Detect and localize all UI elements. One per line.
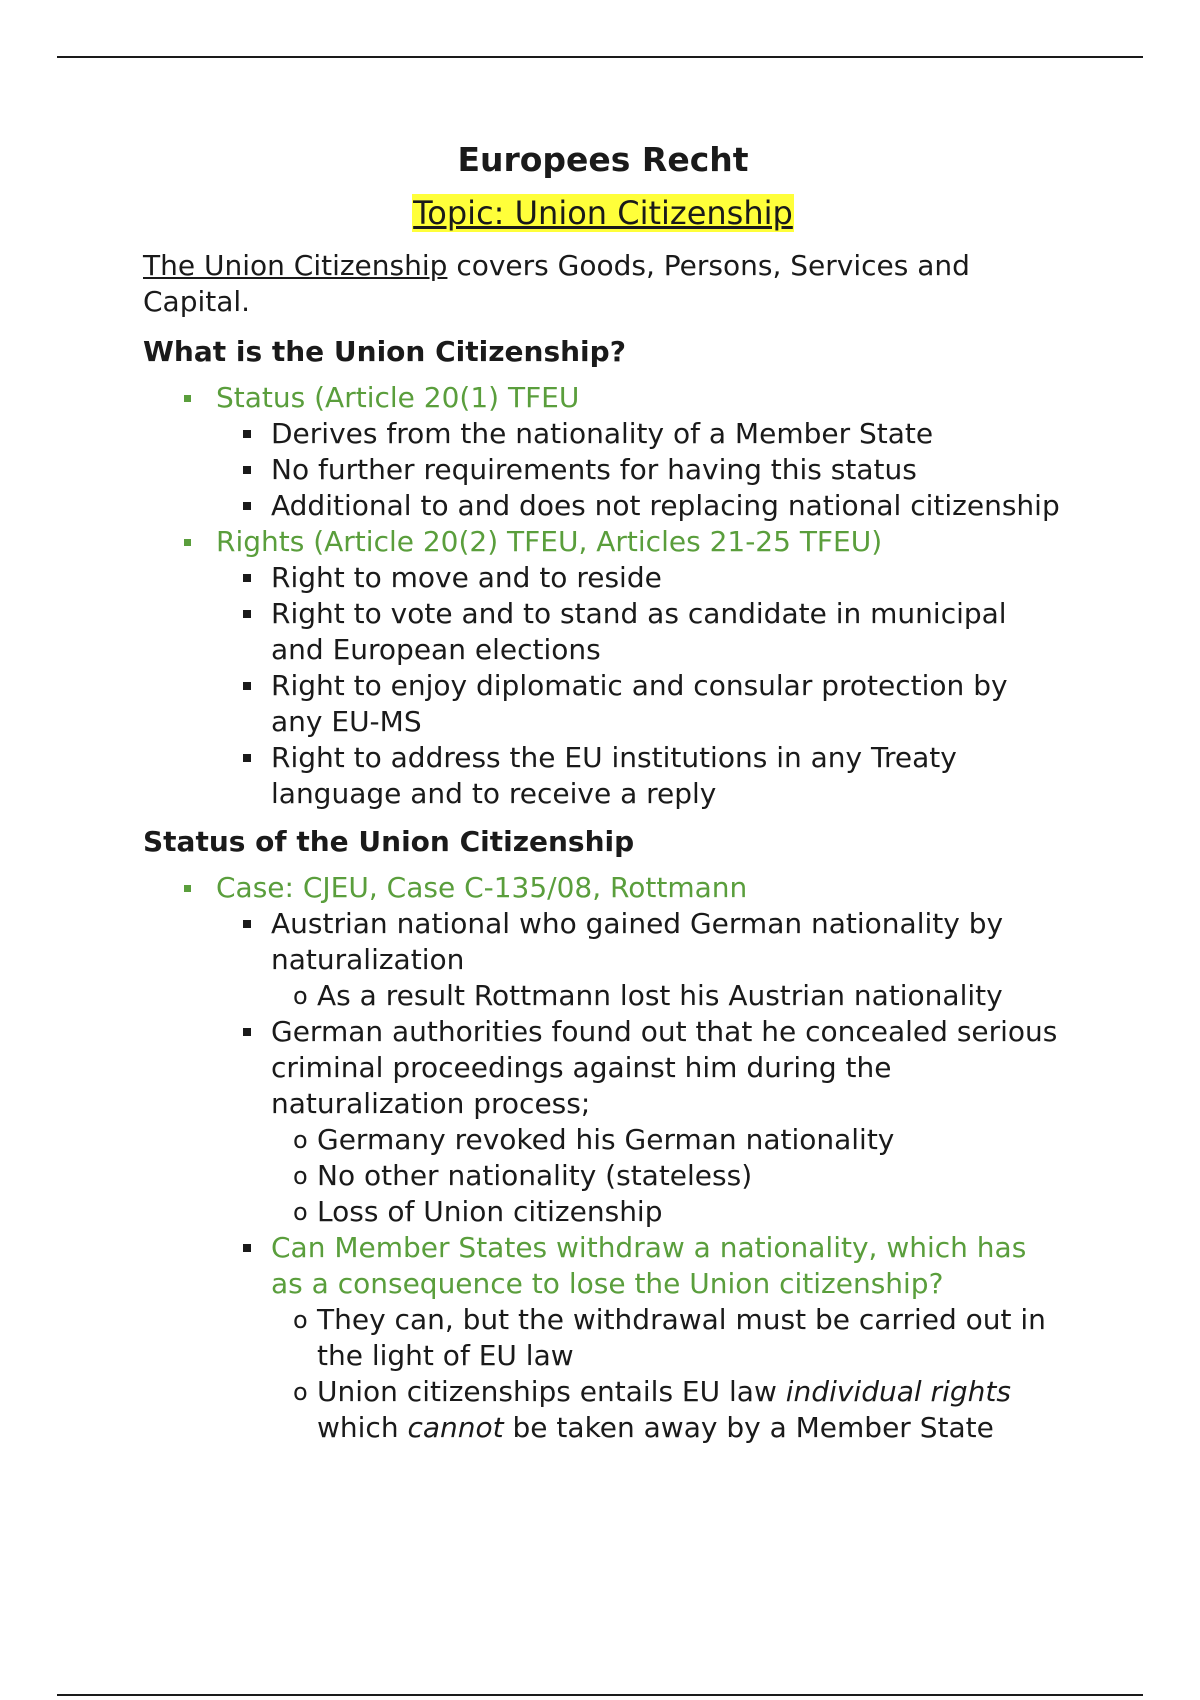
circle-bullet-icon: o [293,982,308,1010]
list-item [207,560,1063,596]
top-rule [57,56,1143,58]
italic-run: cannot [407,1411,504,1444]
list-item [207,906,1063,1014]
section-status-list [143,870,1063,1446]
subpoint-text: No other nationality (stateless) [317,1159,753,1192]
list-item [207,1374,1063,1446]
status-sublist [207,416,1063,524]
case-point-subpoints [207,978,1063,1014]
circle-bullet-icon: o [293,1162,308,1190]
subpoint-text [317,1375,1011,1444]
subitem-text: Right to address the EU institutions in any Treaty language and to receive a reply [207,740,1063,812]
text-run: be taken away by a Member State [503,1411,994,1444]
case-label: Case: CJEU, Case C-135/08, Rottmann [216,871,748,904]
list-item [207,978,1063,1014]
case-point-subpoints [207,1122,1063,1230]
document-title: Europees Recht [457,140,749,179]
subpoint-text: Germany revoked his German nationality [317,1123,895,1156]
list-item-case [143,870,1063,1446]
list-item [207,452,1063,488]
topic-highlight: Topic: Union Citizenship [413,194,793,232]
rights-sublist [207,560,1063,812]
status-label: Status (Article 20(1) TFEU [216,381,580,414]
list-item [207,488,1063,524]
section-what-list [143,380,1063,812]
list-item [207,1194,1063,1230]
case-point-text: German authorities found out that he concealed serious criminal proceedings against him during the naturalization process; [207,1014,1063,1122]
case-question-text: Can Member States withdraw a nationality, which has as a consequence to lose the Union citizenship? [207,1230,1063,1302]
list-item [207,1302,1063,1374]
text-run: which [317,1411,408,1444]
subitem-text: Derives from the nationality of a Member State [207,416,1063,452]
list-item [207,1158,1063,1194]
section-heading-status: Status of the Union Citizenship [143,825,635,858]
subitem-text: Right to vote and to stand as candidate in municipal and European elections [207,596,1063,668]
italic-run: individual rights [785,1375,1011,1408]
list-item [207,1122,1063,1158]
subitem-text: Right to move and to reside [207,560,1063,596]
case-question-subpoints [207,1302,1063,1446]
subitem-text: No further requirements for having this status [207,452,1063,488]
rights-label: Rights (Article 20(2) TFEU, Articles 21-25 TFEU) [216,525,883,558]
list-item [207,668,1063,740]
subpoint-text: They can, but the withdrawal must be carried out in the light of EU law [317,1303,1046,1372]
text-run: Union citizenships entails EU law [317,1375,786,1408]
subpoint-text: Loss of Union citizenship [317,1195,663,1228]
circle-bullet-icon: o [293,1306,308,1334]
list-item [207,416,1063,452]
intro-underlined: The Union Citizenship [143,249,448,282]
case-point-text: Austrian national who gained German nationality by naturalization [207,906,1063,978]
intro-paragraph [143,248,1063,320]
list-item [207,1230,1063,1446]
list-item-status [143,380,1063,524]
list-item [207,1014,1063,1230]
section-heading-what: What is the Union Citizenship? [143,335,626,368]
subitem-text: Right to enjoy diplomatic and consular protection by any EU-MS [207,668,1063,740]
list-item [207,740,1063,812]
intro-rest: covers Goods, Persons, Services and Capital. [143,249,970,318]
subitem-text: Additional to and does not replacing national citizenship [207,488,1063,524]
document-body [143,138,1063,1446]
circle-bullet-icon: o [293,1378,308,1406]
list-item [207,596,1063,668]
circle-bullet-icon: o [293,1126,308,1154]
case-sublist [207,906,1063,1446]
circle-bullet-icon: o [293,1198,308,1226]
subpoint-text: As a result Rottmann lost his Austrian nationality [317,979,1003,1012]
topic-line [143,192,1063,234]
bottom-rule [57,1694,1143,1696]
list-item-rights [143,524,1063,812]
